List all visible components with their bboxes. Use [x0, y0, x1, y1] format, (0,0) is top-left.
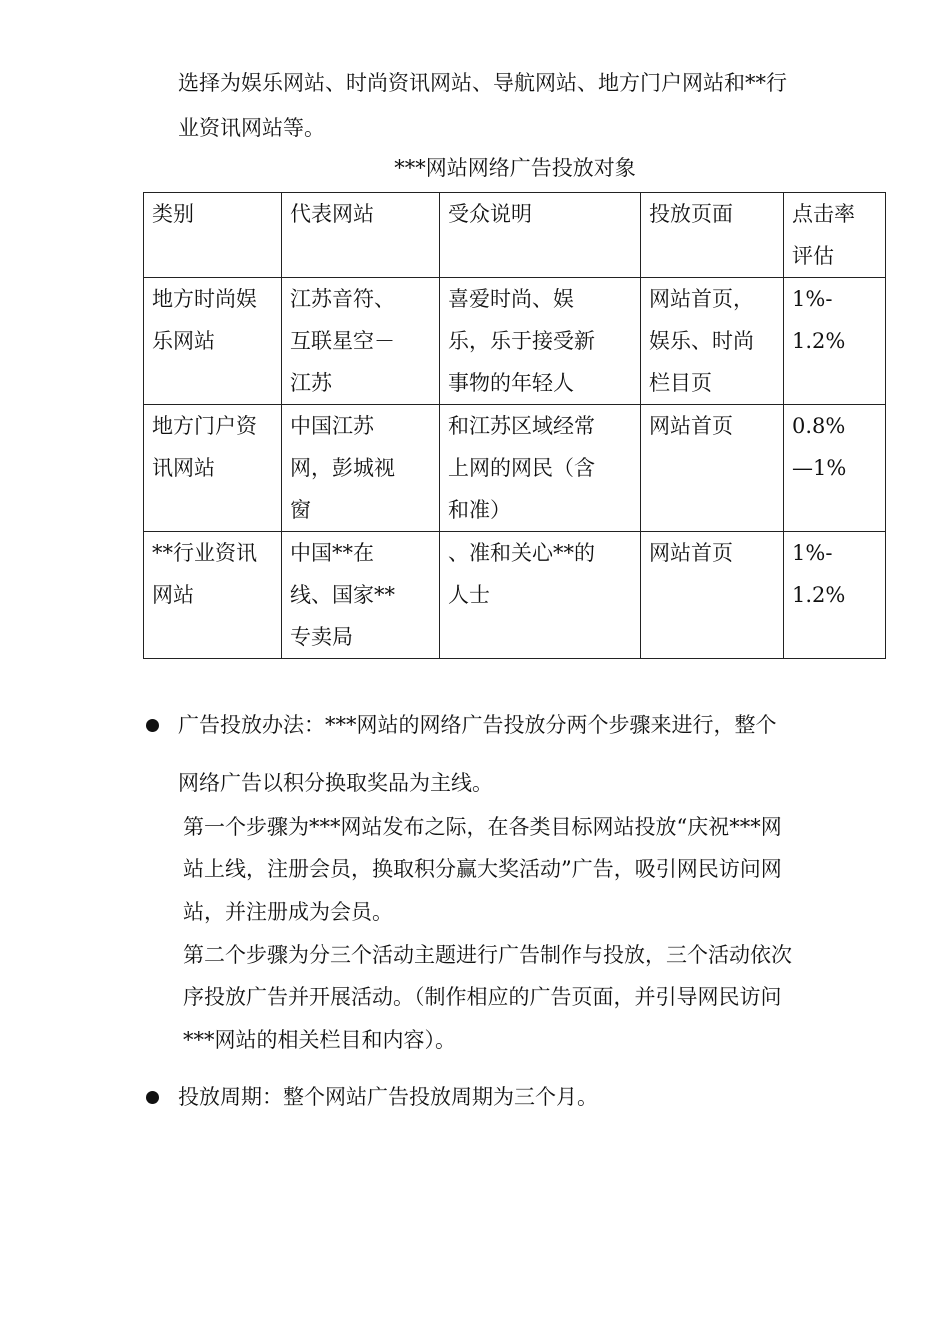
- cell-text-line: 类别: [152, 202, 194, 226]
- table-header-row: [144, 193, 886, 278]
- table-row: [144, 278, 886, 405]
- cell-text-line: 投放页面: [649, 202, 733, 226]
- table-cell: [282, 278, 440, 405]
- cell-text-line: 网站首页: [649, 414, 733, 438]
- step2-line-3: ***网站的相关栏目和内容）。: [183, 1028, 456, 1052]
- cell-text-line: 乐，乐于接受新: [448, 329, 595, 353]
- method-line-2: 网络广告以积分换取奖品为主线。: [178, 771, 493, 795]
- cell-text-line: 点击率: [792, 202, 855, 226]
- table-cell: [144, 532, 282, 659]
- cell-text-line: 窗: [290, 498, 311, 522]
- cell-text-line: 喜爱时尚、娱: [448, 287, 574, 311]
- cell-text-line: 1.2%: [792, 583, 846, 607]
- cell-text-line: 代表网站: [290, 202, 374, 226]
- cell-text-line: 专卖局: [290, 625, 353, 649]
- cell-text-line: 互联星空－: [290, 329, 395, 353]
- table-header-cell: [641, 193, 784, 278]
- cell-text-line: 和江苏区域经常: [448, 414, 595, 438]
- cell-text-line: 评估: [792, 244, 834, 268]
- cell-text-line: 中国**在: [290, 541, 374, 565]
- cell-text-line: 网站首页: [649, 541, 733, 565]
- cell-text-line: 网，彭城视: [290, 456, 395, 480]
- table-cell: [784, 532, 886, 659]
- cell-text-line: 栏目页: [649, 371, 712, 395]
- table-caption: ***网站网络广告投放对象: [394, 156, 636, 180]
- step1-line-3: 站，并注册成为会员。: [183, 900, 393, 924]
- table-cell: [641, 532, 784, 659]
- table-cell: [440, 405, 641, 532]
- cell-text-line: 1%-: [792, 287, 833, 311]
- cell-text-line: 1.2%: [792, 329, 846, 353]
- intro-line-2: 业资讯网站等。: [178, 116, 325, 140]
- table-cell: [144, 278, 282, 405]
- table-cell: [282, 405, 440, 532]
- cell-text-line: 网站: [152, 583, 194, 607]
- cell-text-line: 线、国家**: [290, 583, 395, 607]
- cell-text-line: 地方时尚娱: [152, 287, 257, 311]
- method-line-1: 广告投放办法：***网站的网络广告投放分两个步骤来进行，整个: [178, 713, 777, 737]
- table-cell: [784, 278, 886, 405]
- table-header-cell: [784, 193, 886, 278]
- cell-text-line: 江苏音符、: [290, 287, 395, 311]
- table-header-cell: [440, 193, 641, 278]
- table-cell: [144, 405, 282, 532]
- cell-text-line: 娱乐、时尚: [649, 329, 754, 353]
- cell-text-line: 0.8%: [792, 414, 846, 438]
- step2-line-1: 第二个步骤为分三个活动主题进行广告制作与投放，三个活动依次: [183, 943, 792, 967]
- bullet-icon: [146, 719, 159, 732]
- ad-target-table: [143, 192, 886, 659]
- step1-line-1: 第一个步骤为***网站发布之际，在各类目标网站投放“庆祝***网: [183, 815, 782, 839]
- table-cell: [784, 405, 886, 532]
- cell-text-line: 地方门户资: [152, 414, 257, 438]
- cell-text-line: 人士: [448, 583, 490, 607]
- cell-text-line: 受众说明: [448, 202, 532, 226]
- table-header-cell: [144, 193, 282, 278]
- cell-text-line: 乐网站: [152, 329, 215, 353]
- table-cell: [641, 278, 784, 405]
- table-header-cell: [282, 193, 440, 278]
- cell-text-line: 1%-: [792, 541, 833, 565]
- cell-text-line: 网站首页，: [649, 287, 754, 311]
- cell-text-line: 江苏: [290, 371, 332, 395]
- cell-text-line: 中国江苏: [290, 414, 374, 438]
- step1-line-2: 站上线，注册会员，换取积分赢大奖活动”广告，吸引网民访问网: [183, 857, 782, 881]
- table-cell: [641, 405, 784, 532]
- table-cell: [440, 278, 641, 405]
- cell-text-line: **行业资讯: [152, 541, 257, 565]
- table-cell: [282, 532, 440, 659]
- step2-line-2: 序投放广告并开展活动。（制作相应的广告页面，并引导网民访问: [183, 985, 782, 1009]
- bullet-icon: [146, 1091, 159, 1104]
- cell-text-line: 事物的年轻人: [448, 371, 574, 395]
- table-cell: [440, 532, 641, 659]
- table-row: [144, 405, 886, 532]
- cell-text-line: 、准和关心**的: [448, 541, 595, 565]
- cell-text-line: 和准）: [448, 498, 511, 522]
- period-text: 投放周期：整个网站广告投放周期为三个月。: [178, 1085, 598, 1109]
- cell-text-line: 讯网站: [152, 456, 215, 480]
- intro-line-1: 选择为娱乐网站、时尚资讯网站、导航网站、地方门户网站和**行: [178, 71, 787, 95]
- cell-text-line: —1%: [792, 456, 847, 480]
- table-row: [144, 532, 886, 659]
- cell-text-line: 上网的网民（含: [448, 456, 595, 480]
